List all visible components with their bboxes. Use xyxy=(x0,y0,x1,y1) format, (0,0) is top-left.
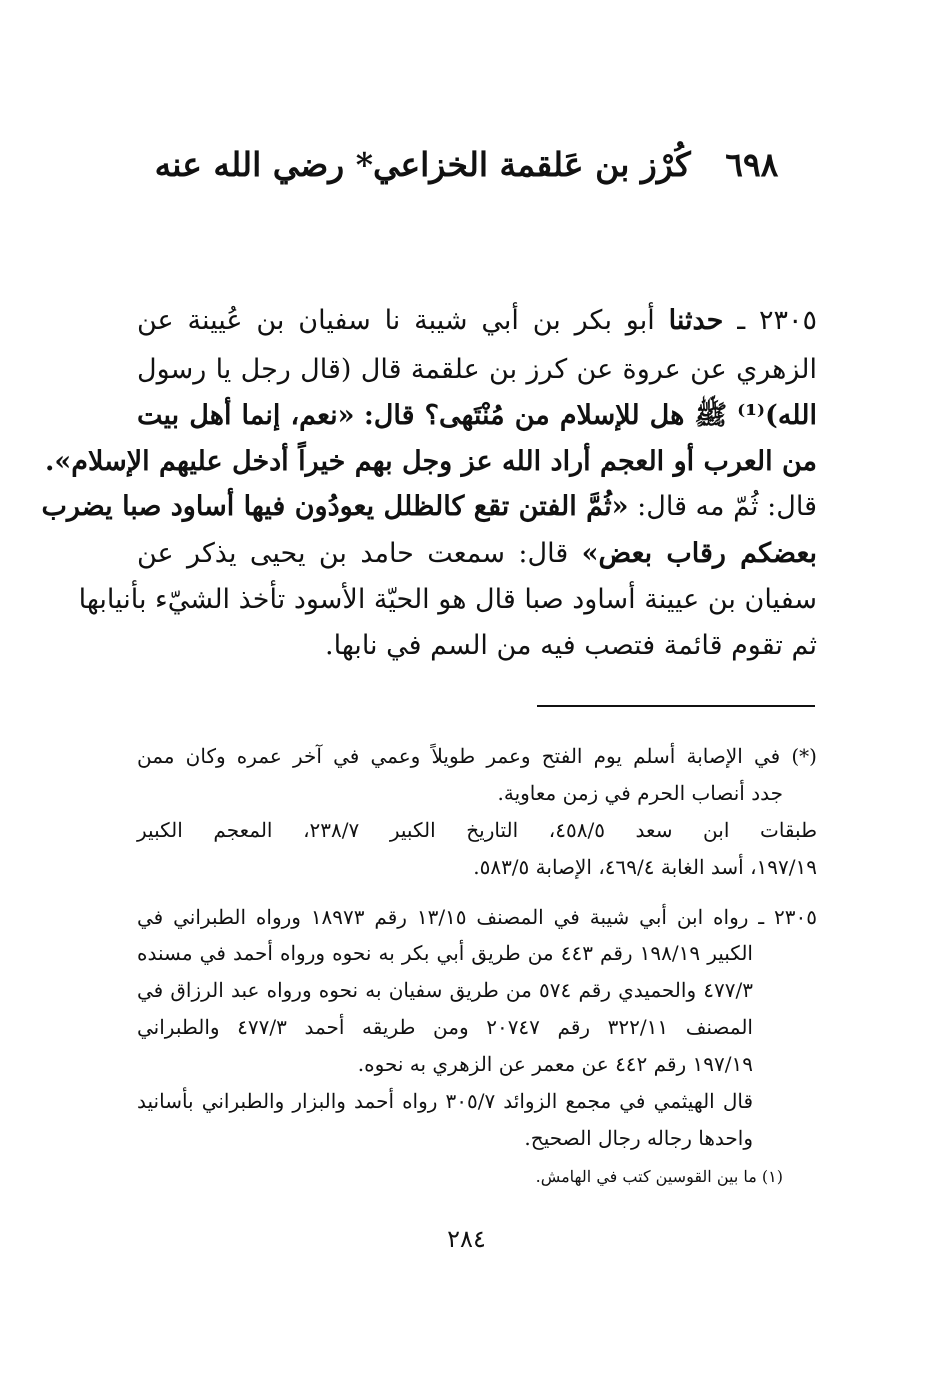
footnote-star-line-1: (*) في الإصابة أسلم يوم الفتح وعمر طويلاً وعمي في آخر عمره وكان ممن xyxy=(137,744,817,768)
footnote-hadith-line-4: المصنف ٣٢٢/١١ رقم ٢٠٧٤٧ ومن طريقه أحمد ٤٧٧/٣ والطبراني xyxy=(137,1015,753,1039)
hadith-line-3 xyxy=(137,396,817,436)
chapter-heading xyxy=(0,145,933,184)
hadith-text: أبو بكر بن أبي شيبة نا سفيان بن عُيينة عن xyxy=(137,305,655,336)
hadith-line-6 xyxy=(137,534,817,574)
footnote-star-line-4: ١٩٧/١٩، أسد الغابة ٤٦٩/٤، الإصابة ٥٨٣/٥. xyxy=(473,855,817,879)
footnote-divider xyxy=(537,705,815,707)
footnote-hadith-line-6: قال الهيثمي في مجمع الزوائد ٣٠٥/٧ رواه أحمد والبزار والطبراني بأسانيد xyxy=(137,1089,754,1113)
footnote-hadith-line-5: ١٩٧/١٩ رقم ٤٤٢ عن معمر عن الزهري به نحوه. xyxy=(357,1052,753,1076)
hadith-line-5 xyxy=(41,487,817,527)
hadith-text: قال: سمعت حامد بن يحيى يذكر عن xyxy=(137,538,569,569)
margin-note: (١) ما بين القوسين كتب في الهامش. xyxy=(535,1167,783,1186)
hadith-line-1 xyxy=(137,301,817,341)
hadith-number: ٢٣٠٥ ـ xyxy=(737,305,817,336)
footnote-star-line-3: طبقات ابن سعد ٤٥٨/٥، التاريخ الكبير ٢٣٨/٧، المعجم الكبير xyxy=(137,818,817,842)
hadith-line-4: من العرب أو العجم أراد الله عز وجل بهم خيراً أدخل عليهم الإسلام». xyxy=(44,446,817,477)
hadith-line-2: الزهري عن عروة عن كرز بن علقمة قال (قال رجل يا رسول xyxy=(137,354,817,385)
hadith-text: الله)⁽¹⁾ ﷺ هل للإسلام من مُنْتَهى؟ قال: xyxy=(363,400,817,431)
prophetic-quote: «نعم، إنما أهل بيت xyxy=(137,400,355,431)
page-number: ٢٨٤ xyxy=(447,1225,486,1253)
honorific: رضي الله عنه xyxy=(154,145,345,184)
footnote-hadith-line-1: ٢٣٠٥ ـ رواه ابن أبي شيبة في المصنف ١٣/١٥ رقم ١٨٩٧٣ ورواه الطبراني في xyxy=(137,905,817,929)
chapter-number: ٦٩٨ xyxy=(725,145,779,184)
hadith-lead-word: حدثنا xyxy=(668,305,724,336)
hadith-text: قال: ثُمّ مه قال: xyxy=(637,491,817,522)
companion-name: كُرْز بن عَلقمة الخزاعي* xyxy=(355,145,691,184)
footnote-hadith-line-3: ٤٧٧/٣ والحميدي رقم ٥٧٤ من طريق سفيان به نحوه ورواه عبد الرزاق في xyxy=(137,978,753,1002)
footnote-hadith-line-7: واحدها رجاله رجال الصحيح. xyxy=(524,1126,753,1150)
footnote-hadith-line-2: الكبير ١٩٨/١٩ رقم ٤٤٣ من طريق أبي بكر به نحوه ورواه أحمد في مسنده xyxy=(137,941,753,965)
hadith-line-7: سفيان بن عيينة أساود صبا قال هو الحيّة الأسود تأخذ الشيّء بأنيابها xyxy=(78,584,817,615)
hadith-line-8: ثم تقوم قائمة فتصب فيه من السم في نابها. xyxy=(325,630,817,661)
prophetic-quote: بعضكم رقاب بعض» xyxy=(581,538,817,569)
footnote-star-line-2: جدد أنصاب الحرم في زمن معاوية. xyxy=(497,781,783,805)
prophetic-quote: «ثُمَّ الفتن تقع كالظلل يعودُون فيها أساود صبا يضرب xyxy=(41,491,629,522)
